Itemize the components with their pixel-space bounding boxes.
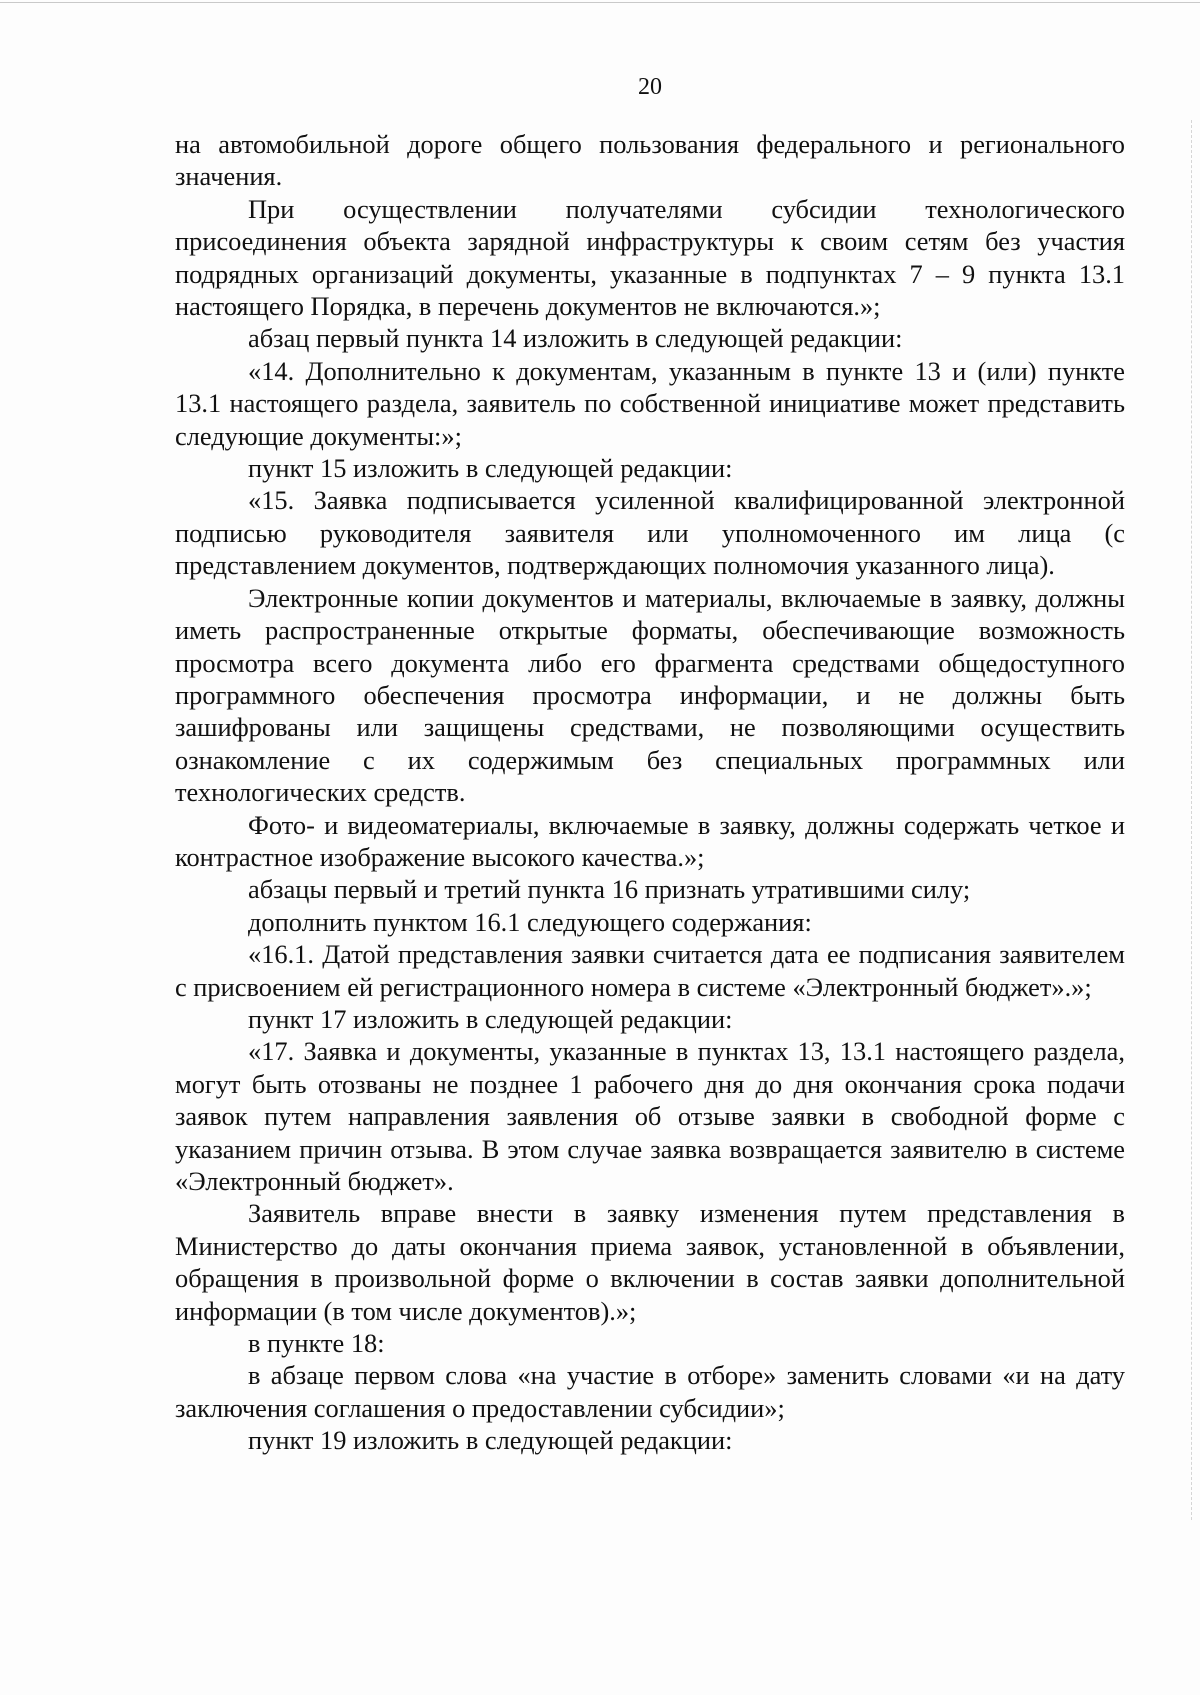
scan-edge-line [0,2,1200,3]
paragraph-13: «17. Заявка и документы, указанные в пунктах 13, 13.1 настоящего раздела, могут быть отозваны не позднее 1 рабочего дня до дня окончания срока подачи заявок путем направления заявления об отзыве заявки в свободной форме с указанием причин отзыва. В этом случае заявка возвращается заявителю в системе «Электронный бюджет». [175,1036,1125,1196]
paragraph-11: «16.1. Датой представления заявки считается дата ее подписания заявителем с присвоением ей регистрационного номера в системе «Электронный бюджет».»; [175,939,1125,1002]
paragraph-5: пункт 15 изложить в следующей редакции: [248,453,733,484]
paragraph-3: абзац первый пункта 14 изложить в следующей редакции: [248,323,903,354]
paragraph-4: «14. Дополнительно к документам, указанным в пункте 13 и (или) пункте 13.1 настоящего раздела, заявитель по собственной инициативе может представить следующие документы:»; [175,355,1125,451]
paragraph-15: в пункте 18: [248,1328,385,1359]
paragraph-14: Заявитель вправе внести в заявку изменения путем представления в Министерство до даты окончания приема заявок, установленной в объявлении, обращения в произвольной форме о включении в состав заявки дополнительной информации (в том числе документов).»; [175,1198,1125,1326]
paragraph-9: абзацы первый и третий пункта 16 признать утратившими силу; [248,874,971,905]
document-body [175,128,1125,1457]
paragraph-17: пункт 19 изложить в следующей редакции: [248,1425,733,1456]
paragraph-2: При осуществлении получателями субсидии технологического присоединения объекта зарядной инфраструктуры к своим сетям без участия подрядных организаций документы, указанные в подпунктах 7 – 9 пункта 13.1 настоящего Порядка, в перечень документов не включаются.»; [175,193,1125,322]
paragraph-10: дополнить пунктом 16.1 следующего содержания: [248,906,812,937]
paragraph-7: Электронные копии документов и материалы, включаемые в заявку, должны иметь распространенные открытые форматы, обеспечивающие возможность просмотра всего документа либо его фрагмента средствами общедоступного программного обеспечения просмотра информации, и не должны быть зашифрованы или защищены средствами, не позволяющими осуществить ознакомление с их содержимым без специальных программных или технологических средств. [175,582,1125,808]
page-number: 20 [638,74,662,100]
scan-edge-mark [1191,120,1192,1520]
paragraph-16: в абзаце первом слова «на участие в отборе» заменить словами «и на дату заключения соглашения о предоставлении субсидии»; [175,1360,1125,1423]
paragraph-12: пункт 17 изложить в следующей редакции: [248,1003,733,1034]
paragraph-1: на автомобильной дороге общего пользования федерального и регионального значения. [175,129,1125,192]
paragraph-6: «15. Заявка подписывается усиленной квалифицированной электронной подписью руководителя заявителя или уполномоченного им лица (с представлением документов, подтверждающих полномочия указанного лица). [175,485,1125,581]
paragraph-8: Фото- и видеоматериалы, включаемые в заявку, должны содержать четкое и контрастное изображение высокого качества.»; [175,809,1125,872]
